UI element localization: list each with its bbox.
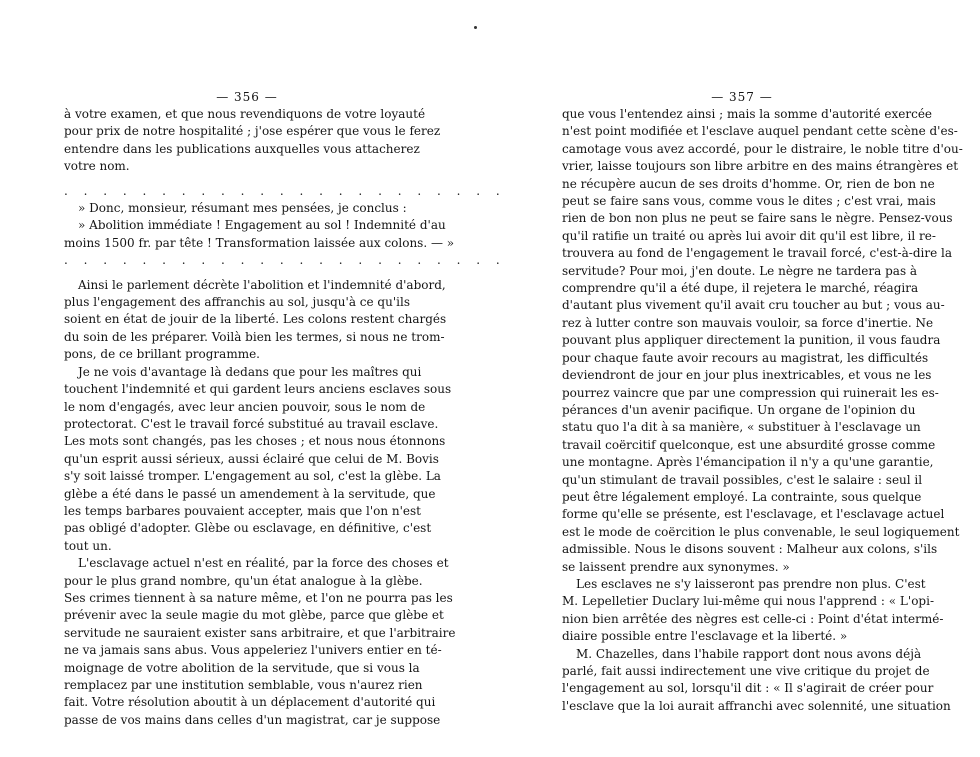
text-line: L'esclavage actuel n'est en réalité, par la force des choses et [78,556,449,571]
text-line: pour chaque faute avoir recours au magistrat, les difficultés [562,350,929,365]
text-line: tout un. [64,538,112,553]
text-line: » Donc, monsieur, résumant mes pensées, je conclus : [78,201,407,216]
text-line: servitude ne sauraient exister sans arbitraire, et que l'arbitraire [64,625,456,640]
text-line: n'est point modifiée et l'esclave auquel pendant cette scène d'es- [562,124,958,139]
text-line: rien de bon non plus ne peut se faire sans le nègre. Pensez-vous [562,211,953,226]
text-line: est le mode de coërcition le plus convenable, le seul logiquement [562,524,960,539]
text-line: forme qu'elle se présente, est l'esclavage, et l'esclavage actuel [562,507,945,522]
text-line: vrier, laisse toujours son libre arbitre en des mains étrangères et [562,159,959,174]
text-line: rez à lutter contre son mauvais vouloir, sa force d'inertie. Ne [562,315,934,330]
text-line: qu'un stimulant de travail possibles, c'est le salaire : seul il [562,472,923,487]
text-line: . . . . . . . . . . . . . . . . . . . . . . . [64,253,506,268]
text-line: pérances d'un avenir pacifique. Un organe de l'opinion du [562,402,916,417]
text-line: nion bien arrêtée des nègres est celle-ci : Point d'état intermé- [562,611,944,626]
text-line: votre nom. [64,159,130,174]
paragraph-gap [64,176,430,183]
text-line: pouvant plus appliquer directement la punition, il vous faudra [562,333,941,348]
text-line: M. Lepelletier Duclary lui-même qui nous l'apprend : « L'opi- [562,594,934,609]
text-line: Les mots sont changés, pas les choses ; et nous nous étonnons [64,434,446,449]
text-line: ne récupère aucun de ses droits d'homme. Or, rien de bon ne [562,176,935,191]
page-text [64,106,506,729]
page-number: — 356 — [216,90,278,104]
page-number: — 357 — [711,90,773,104]
right-page [562,88,963,715]
left-page [64,88,506,729]
text-line: se laissent prendre aux synonymes. » [562,559,790,574]
paragraph-gap [64,270,430,277]
text-line: . . . . . . . . . . . . . . . . . . . . . . . [64,183,506,198]
text-line: s'y soit laissé tromper. L'engagement au sol, c'est la glèbe. La [64,469,441,484]
text-line: statu quo l'a dit à sa manière, « substituer à l'esclavage un [562,420,921,435]
text-line: les temps barbares pouvaient accepter, mais que l'on n'est [64,503,421,518]
text-line: moins 1500 fr. par tête ! Transformation laissée aux colons. — » [64,235,455,250]
text-line: pourrez vaincre que par une compression qui ruinerait les es- [562,385,939,400]
text-line: d'autant plus vivement qu'il avait cru toucher au but ; vous au- [562,298,945,313]
text-line: parlé, fait aussi indirectement une vive critique du projet de [562,664,930,678]
text-line: l'engagement au sol, lorsqu'il dit : « Il s'agirait de créer pour [562,681,934,696]
text-line: entendre dans les publications auxquelles vous attacherez [64,141,420,156]
text-line: prévenir avec la seule magie du mot glèbe, parce que glèbe et [64,608,444,623]
text-line: soient en état de jouir de la liberté. Les colons restent chargés [64,312,447,327]
text-line: pas obligé d'adopter. Glèbe ou esclavage, en définitive, c'est [64,521,432,536]
text-line: plus l'engagement des affranchis au sol, jusqu'à ce qu'ils [64,295,410,310]
text-line: Ses crimes tiennent à sa nature même, et l'on ne pourra pas les [64,590,453,605]
text-line: ne va jamais sans abus. Vous appeleriez l'univers entier en té- [64,643,442,658]
text-line: trouvera au fond de l'engagement le travail forcé, c'est-à-dire la [562,246,952,261]
text-line: peut se faire sans vous, comme vous le dites ; c'est vrai, mais [562,194,936,209]
text-line: touchent l'indemnité et qui gardent leurs anciens esclaves sous [64,382,452,397]
text-line: diaire possible entre l'esclavage et la liberté. » [562,629,848,644]
text-line: travail coërcitif quelconque, est une absurdité grosse comme [562,437,936,452]
text-line: à votre examen, et que nous revendiquons de votre loyauté [64,107,426,121]
text-line: protectorat. C'est le travail forcé substitué au travail esclave. [64,416,439,431]
text-line: camotage vous avez accordé, pour le distraire, le noble titre d'ou- [562,141,963,156]
text-line: Les esclaves ne s'y laisseront pas prendre non plus. C'est [576,576,926,591]
text-line: pour prix de notre hospitalité ; j'ose espérer que vous le ferez [64,124,441,139]
text-line: glèbe a été dans le passé un amendement à la servitude, que [64,486,436,501]
text-line: comprendre qu'il a été dupe, il rejetera le marché, réagira [562,281,919,296]
text-line: qu'un esprit aussi sérieux, aussi éclairé que celui de M. Bovis [64,451,439,466]
text-line: remplacez par une institution semblable, vous n'aurez rien [64,678,423,692]
text-line: passe de vos mains dans celles d'un magistrat, car je suppose [64,712,441,727]
text-line: peut être légalement employé. La contrainte, sous quelque [562,489,922,504]
page-text [562,106,963,715]
text-line: une montagne. Après l'émancipation il n'y a qu'une garantie, [562,455,934,470]
text-line: moignage de votre abolition de la servitude, que si vous la [64,660,420,675]
text-line: pons, de ce brillant programme. [64,347,260,362]
text-line: le nom d'engagés, avec leur ancien pouvoir, sous le nom de [64,399,426,414]
ink-speck [474,26,477,29]
text-line: qu'il ratifie un traité ou après lui avoir dit qu'il est libre, il re- [562,228,936,243]
text-line: admissible. Nous le disons souvent : Malheur aux colons, s'ils [562,542,938,557]
text-line: Je ne vois d'avantage là dedans que pour les maîtres qui [78,364,422,379]
text-line: » Abolition immédiate ! Engagement au sol ! Indemnité d'au [78,218,446,233]
text-line: pour le plus grand nombre, qu'un état analogue à la glèbe. [64,573,423,588]
text-line: Ainsi le parlement décrète l'abolition et l'indemnité d'abord, [78,277,446,292]
text-line: servitude? Pour moi, j'en doute. Le nègre ne tardera pas à [562,263,918,278]
text-line: l'esclave que la loi aurait affranchi avec solennité, une situation [562,698,951,713]
text-line: fait. Votre résolution aboutit à un déplacement d'autorité qui [64,695,436,710]
text-line: que vous l'entendez ainsi ; mais la somme d'autorité exercée [562,107,933,121]
text-line: du soin de les préparer. Voilà bien les termes, si nous ne trom- [64,329,445,344]
text-line: deviendront de jour en jour plus inextricables, et vous ne les [562,368,932,383]
text-line: M. Chazelles, dans l'habile rapport dont nous avons déjà [576,646,922,661]
